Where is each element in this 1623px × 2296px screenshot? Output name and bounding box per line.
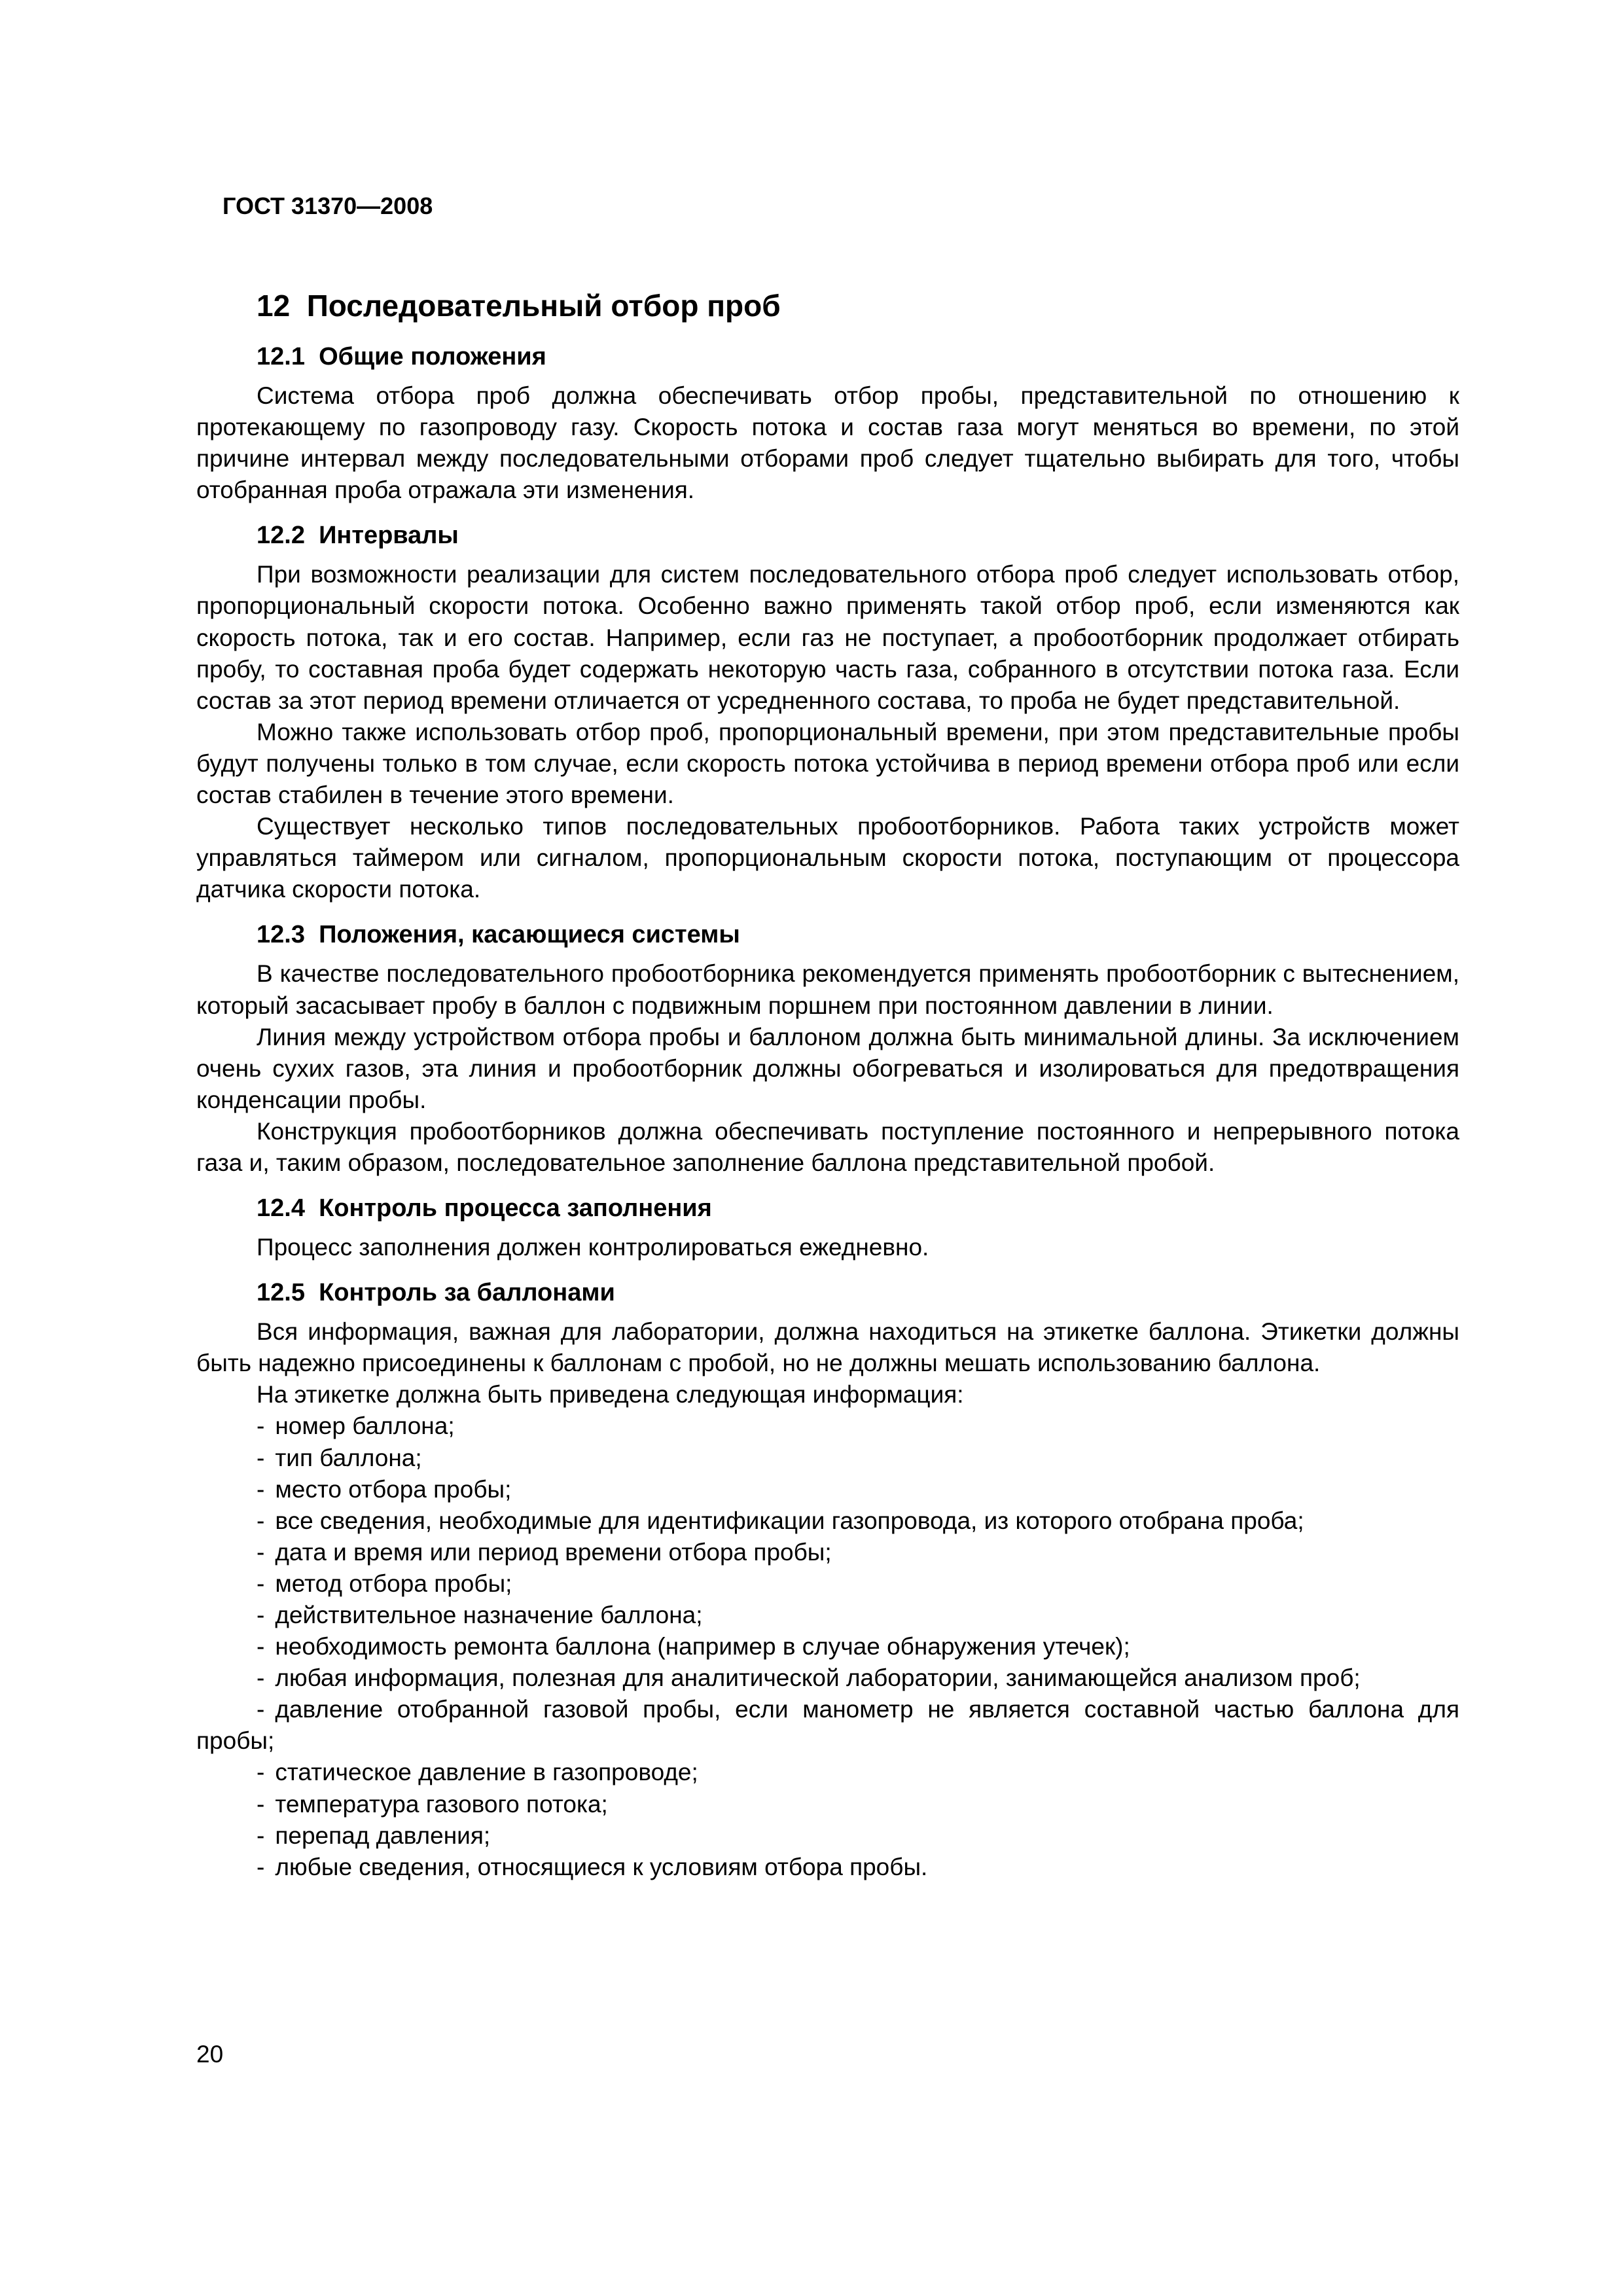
list-item <box>196 1568 1459 1600</box>
section-heading-12-4: 12.4 Контроль процесса заполнения <box>257 1194 712 1223</box>
document-footer <box>196 2041 223 2068</box>
list-item <box>196 1789 1459 1820</box>
list-item <box>196 1820 1459 1852</box>
document-code: ГОСТ 31370—2008 <box>223 192 433 219</box>
list-item-text: тип баллона; <box>275 1444 422 1471</box>
paragraph-12-4-1: Процесс заполнения должен контролироваться ежедневно. <box>257 1234 929 1261</box>
list-marker: - <box>257 1696 265 1723</box>
section-heading-12-5: 12.5 Контроль за баллонами <box>257 1279 615 1307</box>
list-item <box>196 1537 1459 1568</box>
list-item-text: температура газового потока; <box>275 1790 608 1818</box>
paragraph-12-2-3: Существует несколько типов последовательных пробоотборников. Работа таких устройств может управляться таймером или сигналом, пропорциональным скорости потока, поступающим от процессора датчика скорости потока. <box>196 813 1459 903</box>
list-item <box>196 1631 1459 1662</box>
list-marker: - <box>257 1412 265 1440</box>
list-item-text: любая информация, полезная для аналитической лаборатории, занимающейся анализом проб; <box>275 1664 1361 1692</box>
list-item <box>196 1600 1459 1631</box>
section-heading-12-3: 12.3 Положения, касающиеся системы <box>257 921 740 949</box>
paragraph-12-3-1: В качестве последовательного пробоотборника рекомендуется применять пробоотборник с вытеснением, который засасывает пробу в баллон с подвижным поршнем при постоянном давлении в линии. <box>196 960 1459 1019</box>
list-marker: - <box>257 1759 265 1786</box>
paragraph-12-5-1: Вся информация, важная для лаборатории, должна находиться на этикетке баллона. Этикетки должны быть надежно присоединены к баллонам с пробой, но не должны мешать использованию баллона. <box>196 1318 1459 1377</box>
paragraph-12-3-2: Линия между устройством отбора пробы и баллоном должна быть минимальной длины. За исключением очень сухих газов, эта линия и пробоотборник должны обогреваться и изолироваться для предотвращения конденсации пробы. <box>196 1023 1459 1113</box>
list-marker: - <box>257 1633 265 1660</box>
list-marker: - <box>257 1475 265 1503</box>
page-number: 20 <box>196 2041 224 2068</box>
list-item <box>196 1694 1459 1757</box>
list-marker: - <box>257 1538 265 1566</box>
document-header <box>196 165 1459 247</box>
list-item-text: любые сведения, относящиеся к условиям отбора пробы. <box>275 1853 928 1880</box>
list-item-text: перепад давления; <box>275 1821 491 1849</box>
list-item <box>196 1443 1459 1474</box>
list-item <box>196 1757 1459 1788</box>
list-marker: - <box>257 1444 265 1471</box>
list-item-text: необходимость ремонта баллона (например в случае обнаружения утечек); <box>275 1633 1130 1660</box>
list-item-text: все сведения, необходимые для идентификации газопровода, из которого отобрана проба; <box>275 1507 1304 1534</box>
list-marker: - <box>257 1853 265 1880</box>
paragraph-12-2-1: При возможности реализации для систем последовательного отбора проб следует использовать отбор, пропорциональный скорости потока. Особенно важно применять такой отбор проб, если изменяются как скорость потока, так и его состав. Например, если газ не поступает, а пробоотборник продолжает отбирать пробу, то составная проба будет содержать некоторую часть газа, собранного в отсутствии потока газа. Если состав за этот период времени отличается от усредненного состава, то проба не будет представительной. <box>196 561 1459 714</box>
section-heading-12-2: 12.2 Интервалы <box>257 522 459 550</box>
list-item <box>196 1505 1459 1537</box>
list-item <box>196 1474 1459 1505</box>
section-heading-12-1: 12.1 Общие положения <box>257 343 546 370</box>
list-item-text: действительное назначение баллона; <box>275 1602 703 1628</box>
list-marker: - <box>257 1821 265 1849</box>
label-info-list <box>196 1410 1459 1882</box>
paragraph-12-1-1: Система отбора проб должна обеспечивать отбор пробы, представительной по отношению к протекающему по газопроводу газу. Скорость потока и состав газа могут меняться во времени, по этой причине интервал между последовательными отборами проб следует тщательно выбирать для того, чтобы отобранная проба отражала эти изменения. <box>196 382 1459 504</box>
paragraph-12-3-3: Конструкция пробоотборников должна обеспечивать поступление постоянного и непрерывного потока газа и, таким образом, последовательное заполнение баллона представительной пробой. <box>196 1117 1459 1176</box>
list-item <box>196 1662 1459 1694</box>
list-item-text: метод отбора пробы; <box>275 1570 512 1597</box>
list-item-text: номер баллона; <box>275 1412 455 1440</box>
list-marker: - <box>257 1790 265 1818</box>
list-item <box>196 1410 1459 1442</box>
list-item <box>196 1852 1459 1883</box>
list-marker: - <box>257 1507 265 1534</box>
document-body <box>196 288 1459 1883</box>
list-marker: - <box>257 1570 265 1597</box>
list-item-text: место отбора пробы; <box>275 1475 512 1503</box>
paragraph-12-5-2: На этикетке должна быть приведена следующая информация: <box>257 1381 964 1408</box>
paragraph-12-2-2: Можно также использовать отбор проб, пропорциональный времени, при этом представительные пробы будут получены только в том случае, если скорость потока устойчива в период времени отбора проб или если состав стабилен в течение этого времени. <box>196 718 1459 809</box>
chapter-heading: 12 Последовательный отбор проб <box>257 289 781 323</box>
list-item-text: статическое давление в газопроводе; <box>275 1759 698 1786</box>
list-item-text: давление отобранной газовой пробы, если манометр не является составной частью баллона для пробы; <box>196 1696 1459 1755</box>
list-marker: - <box>257 1602 265 1628</box>
list-marker: - <box>257 1664 265 1692</box>
list-item-text: дата и время или период времени отбора пробы; <box>275 1538 832 1566</box>
